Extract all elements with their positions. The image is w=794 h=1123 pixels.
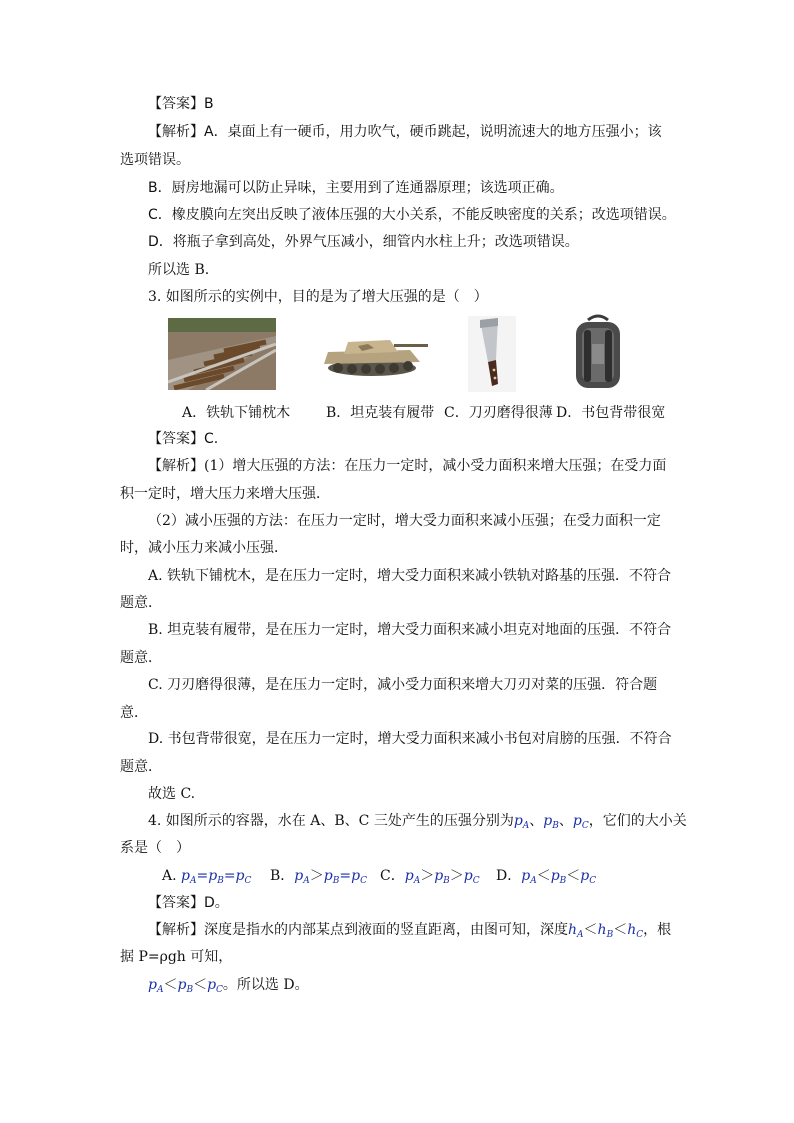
q3-analysis-p2-line1: （2）减小压强的方法：在压力一定时，增大受力面积来减小压强；在受力面积一定 — [148, 513, 661, 529]
knife-image — [468, 316, 516, 392]
q2-analysis-c: C．橡皮膜向左突出反映了液体压强的大小关系，不能反映密度的关系；改选项错误。 — [148, 207, 676, 223]
analysis-tag: 【解析】 — [148, 458, 204, 474]
formula-pa: $p_A$ — [513, 813, 530, 831]
q2-analysis-d: D．将瓶子拿到高处，外界气压减小，细管内水柱上升；改选项错误。 — [148, 234, 579, 250]
stem-text-end: ，它们的大小关 — [588, 813, 687, 829]
formula-pb: $p_B$ — [543, 813, 559, 831]
analysis-text-end: 。所以选 D。 — [222, 977, 309, 993]
q3-conclusion: 故选 C. — [148, 786, 196, 802]
formula-pc: $p_C$ — [572, 813, 589, 831]
q2-analysis-b: B．厨房地漏可以防止异味，主要用到了连通器原理；该选项正确。 — [148, 180, 564, 196]
stem-text: 4. 如图所示的容器，水在 A、B、C 三处产生的压强分别为 — [148, 813, 514, 829]
q4-analysis-line1: 【解析】深度是指水的内部某点到液面的竖直距离，由图可知，深度$h_A<h_B<h_C$，根 — [148, 922, 672, 940]
option-b-label: B．坦克装有履带 — [326, 405, 435, 421]
analysis-text: 深度是指水的内部某点到液面的竖直距离，由图可知，深度 — [204, 922, 568, 938]
q3-analysis-b-line2: 题意． — [120, 650, 162, 666]
analysis-text-end: ，根 — [643, 922, 672, 938]
option-a-label: A．铁轨下铺枕木 — [182, 405, 291, 421]
q3-analysis-p1-line2: 积一定时，增大压力来增大压强． — [120, 486, 330, 502]
q3-analysis-c-line1: C. 刀刃磨得很薄，是在压力一定时，减小受力面积来增大刀刃对菜的压强．符合题 — [148, 677, 658, 693]
q3-analysis-d-line2: 题意． — [120, 759, 162, 775]
q3-answer: 【答案】C. — [148, 431, 219, 447]
analysis-text: A．桌面上有一硬币，用力吹气，硬币跳起，说明流速大的地方压强小；该 — [204, 124, 662, 140]
q3-analysis-p2-line2: 时，减小压力来减小压强． — [120, 540, 288, 556]
backpack-image — [570, 314, 626, 394]
q2-analysis-a-line1 — [148, 122, 662, 142]
q3-analysis-p1-line1 — [148, 456, 666, 476]
q3-analysis-d-line1: D. 书包背带很宽，是在压力一定时，增大受力面积来减小书包对肩膀的压强．不符合 — [148, 731, 672, 747]
tank-image — [318, 332, 432, 378]
q2-conclusion: 所以选 B. — [148, 262, 210, 278]
q4-analysis-line2: 据 P=ρgh 可知， — [120, 949, 233, 965]
option-c-label: C．刀刃磨得很薄 — [444, 405, 553, 421]
analysis-tag: 【解析】 — [148, 922, 204, 938]
q2-answer: 【答案】B — [148, 96, 214, 112]
q3-analysis-c-line2: 意． — [120, 705, 148, 721]
q4-analysis-line3: $p_A<p_B<p_C$。所以选 D。 — [148, 977, 309, 995]
q4-stem-line2: 系是（ ） — [120, 840, 190, 856]
q4-option-b: B．$p_A>p_B=p_C$ — [270, 868, 367, 886]
q4-option-c: C．$p_A>p_B>p_C$ — [380, 868, 480, 886]
q4-option-a: A. $p_A=p_B=p_C$ — [162, 868, 252, 886]
q4-option-d: D．$p_A<p_B<p_C$ — [496, 868, 597, 886]
q3-analysis-a-line2: 题意． — [120, 595, 162, 611]
option-d-label: D．书包背带很宽 — [556, 405, 666, 421]
q3-analysis-a-line1: A. 铁轨下铺枕木，是在压力一定时，增大受力面积来减小铁轨对路基的压强．不符合 — [148, 568, 672, 584]
q3-analysis-b-line1: B. 坦克装有履带，是在压力一定时，增大受力面积来减小坦克对地面的压强．不符合 — [148, 622, 672, 638]
formula-h: $h_A$ — [568, 922, 584, 940]
q4-answer: 【答案】D。 — [148, 895, 229, 911]
analysis-text: (1）增大压强的方法：在压力一定时，减小受力面积来增大压强；在受力面 — [204, 458, 667, 474]
analysis-tag: 【解析】 — [148, 124, 204, 140]
q3-stem: 3. 如图所示的实例中，目的是为了增大压强的是（ ） — [148, 289, 488, 305]
q2-analysis-a-line2: 选项错误。 — [120, 152, 190, 168]
railway-track-image — [168, 318, 276, 390]
q4-stem-line1: 4. 如图所示的容器，水在 A、B、C 三处产生的压强分别为$p_A$、$p_B$、$p_C$，它们的大小关 — [148, 813, 687, 831]
